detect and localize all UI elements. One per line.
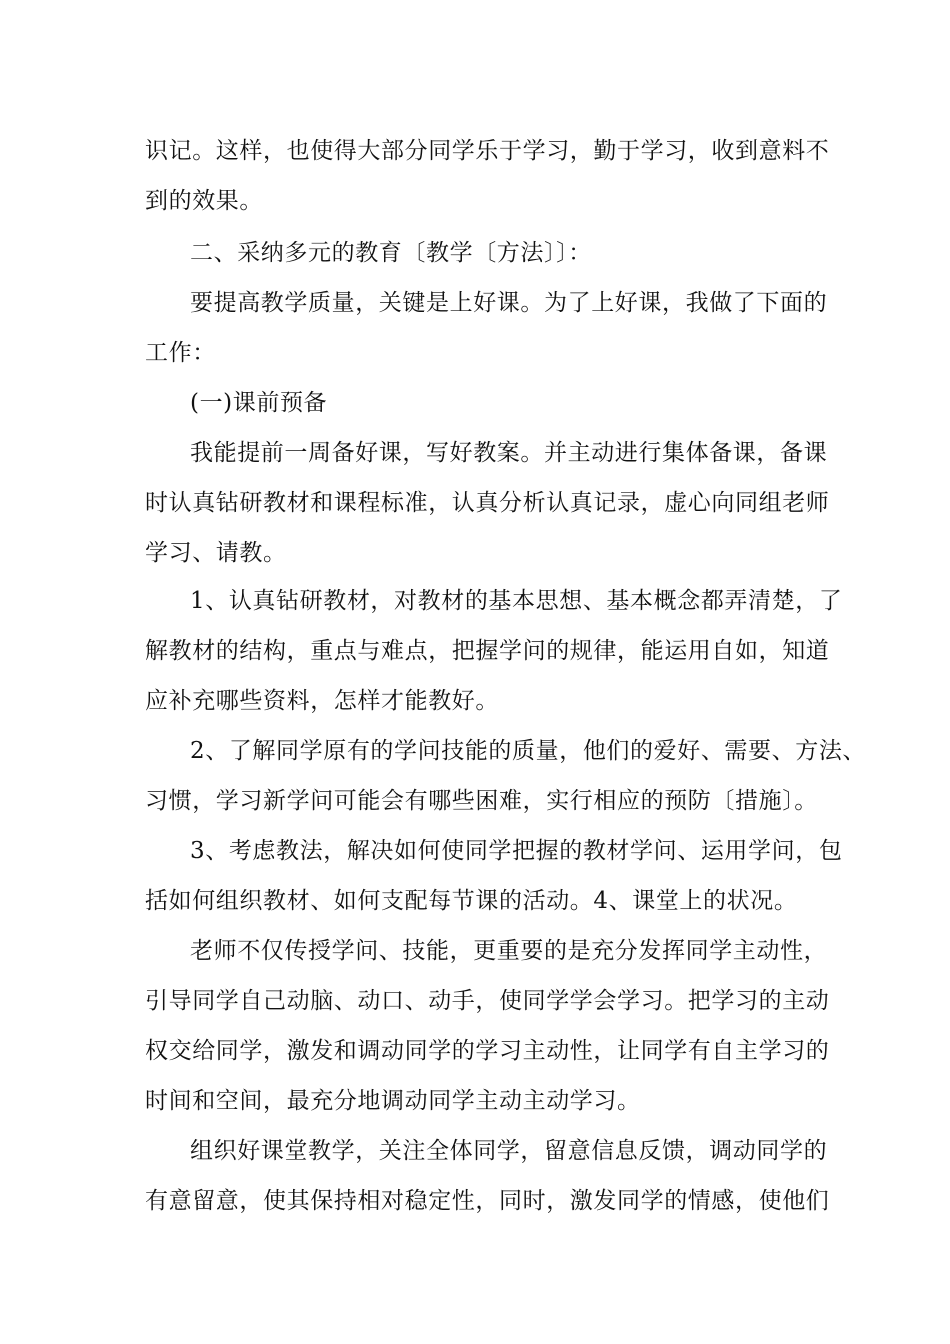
text-line: 3、考虑教法，解决如何使同学把握的教材学问、运用学问，包 [190,838,843,864]
text-line: 括如何组织教材、如何支配每节课的活动。4、课堂上的状况。 [145,888,798,914]
text-line: 组织好课堂教学，关注全体同学，留意信息反馈，调动同学的 [190,1138,828,1164]
text-line: 解教材的结构，重点与难点，把握学问的规律，能运用自如，知道 [145,638,830,664]
text-line: 有意留意，使其保持相对稳定性，同时，激发同学的情感，使他们 [145,1188,830,1214]
text-line: 识记。这样，也使得大部分同学乐于学习，勤于学习，收到意料不 [145,138,830,164]
text-line: 时间和空间，最充分地调动同学主动主动学习。 [145,1088,641,1114]
text-line: 引导同学自己动脑、动口、动手，使同学学会学习。把学习的主动 [145,988,830,1014]
text-line: 2、了解同学原有的学问技能的质量，他们的爱好、需要、方法、 [190,738,867,764]
text-line: 1、认真钻研教材，对教材的基本思想、基本概念都弄清楚，了 [190,588,843,614]
text-line: 时认真钻研教材和课程标准，认真分析认真记录，虚心向同组老师 [145,490,830,516]
text-line: 习惯，学习新学问可能会有哪些困难，实行相应的预防〔措施〕。 [145,788,818,814]
text-line: 权交给同学，激发和调动同学的学习主动性，让同学有自主学习的 [145,1038,830,1064]
text-line: 我能提前一周备好课，写好教案。并主动进行集体备课，备课 [190,440,828,466]
text-line: 学习、请教。 [145,540,287,566]
text-line: 到的效果。 [145,188,263,214]
text-line: 老师不仅传授学问、技能，更重要的是充分发挥同学主动性， [190,938,828,964]
subsection-heading: (一)课前预备 [190,390,328,416]
text-line: 工作： [145,340,216,366]
section-heading: 二、采纳多元的教育〔教学〔方法〕〕： [190,240,592,266]
text-line: 应补充哪些资料，怎样才能教好。 [145,688,499,714]
text-line: 要提高教学质量，关键是上好课。为了上好课，我做了下面的 [190,290,828,316]
